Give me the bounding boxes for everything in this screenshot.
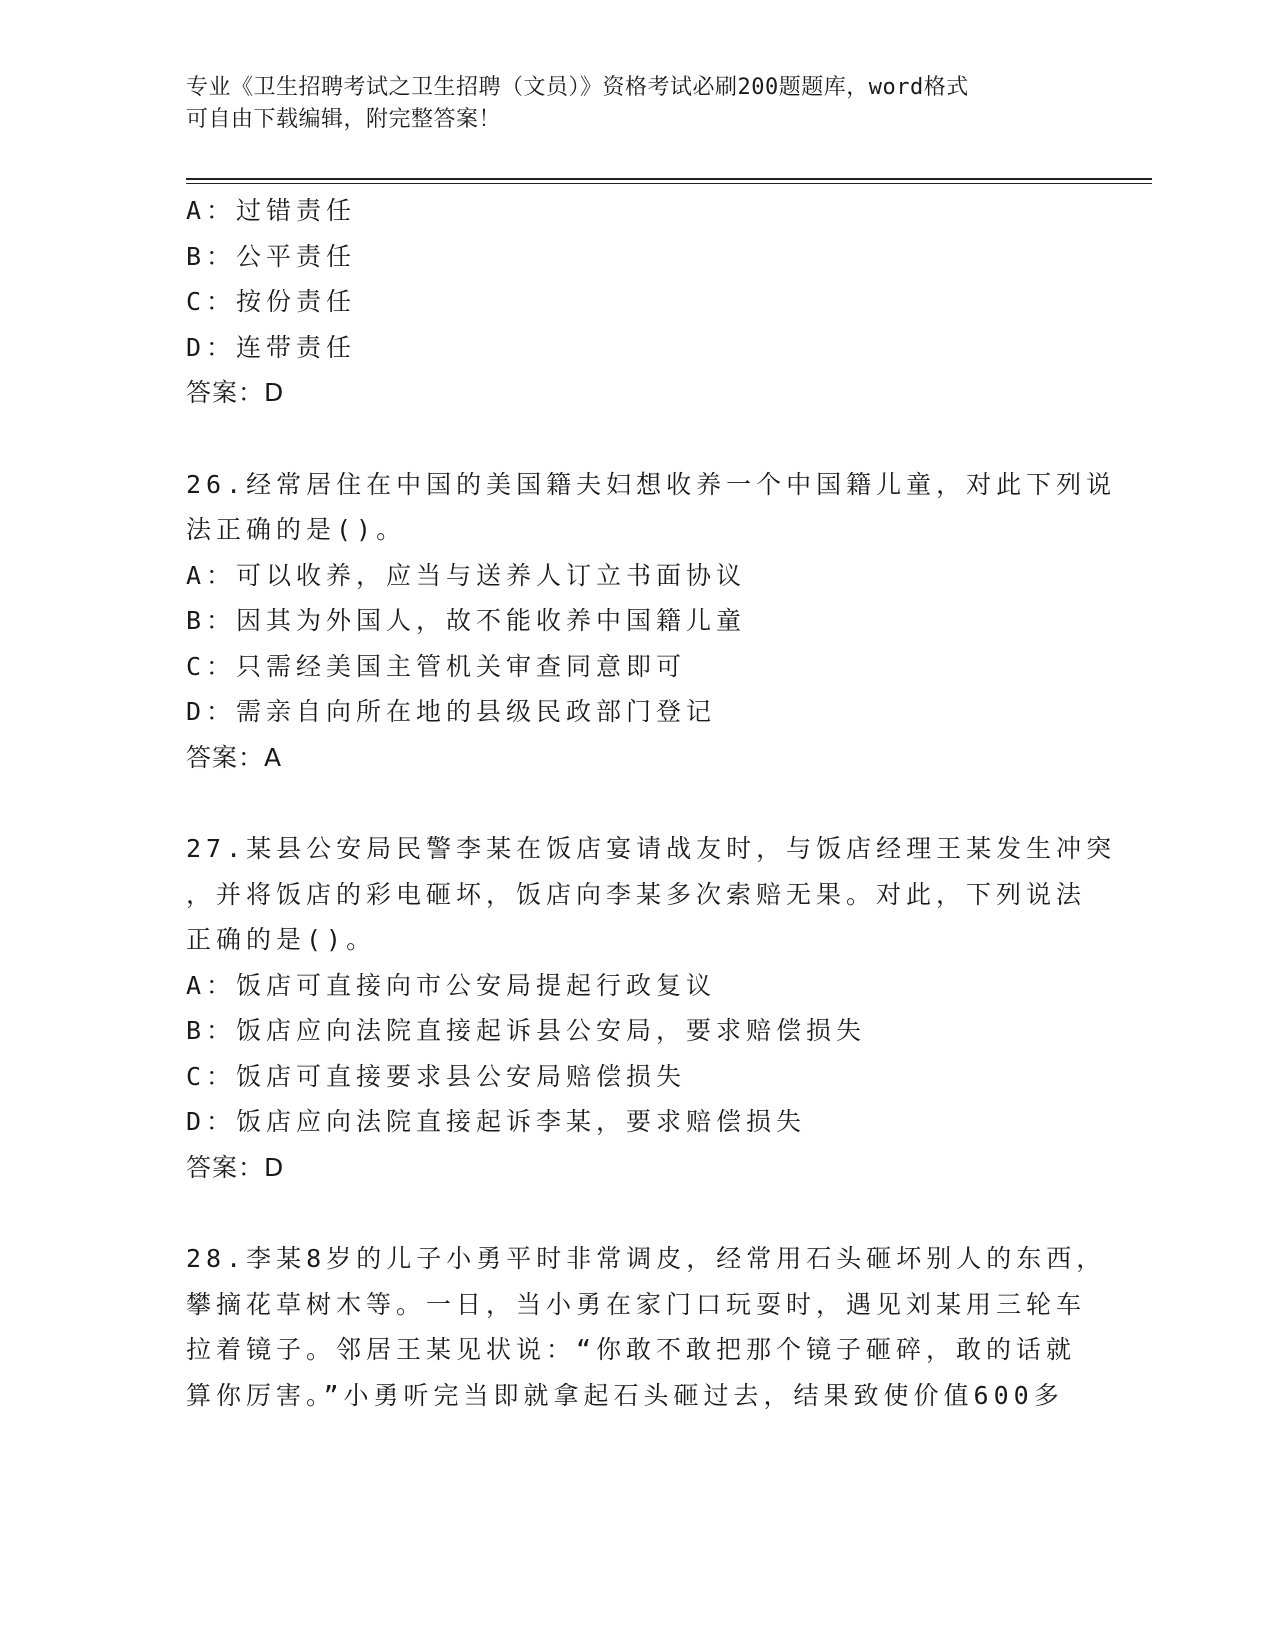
header-rule-thick <box>186 178 1152 180</box>
option-b: B：因其为外国人，故不能收养中国籍儿童 <box>186 606 747 635</box>
question-stem-line: 正确的是()。 <box>186 925 377 954</box>
option-a: A：饭店可直接向市公安局提起行政复议 <box>186 970 717 1000</box>
question-stem-line: 拉着镜子。邻居王某见状说：“你敢不敢把那个镜子砸碎，敢的话就 <box>186 1335 1077 1364</box>
option-d: D：饭店应向法院直接起诉李某，要求赔偿损失 <box>186 1107 807 1136</box>
option-a: A：可以收养，应当与送养人订立书面协议 <box>186 560 747 590</box>
question-stem-line: 28.李某8岁的儿子小勇平时非常调皮，经常用石头砸坏别人的东西， <box>186 1244 1107 1273</box>
header-line-1: 专业《卫生招聘考试之卫生招聘（文员）》资格考试必刷200题题库，word格式 <box>186 75 969 100</box>
question-25 <box>186 188 1086 416</box>
question-stem-line: 算你厉害。”小勇听完当即就拿起石头砸过去，结果致使价值600多 <box>186 1380 1064 1410</box>
answer: 答案：A <box>186 742 283 772</box>
question-27 <box>186 826 1117 1190</box>
document-header <box>186 72 1086 136</box>
option-a: A：过错责任 <box>186 196 357 225</box>
option-c: C：饭店可直接要求县公安局赔偿损失 <box>186 1061 687 1091</box>
option-b: B：饭店应向法院直接起诉县公安局，要求赔偿损失 <box>186 1016 867 1045</box>
question-stem-line: ，并将饭店的彩电砸坏，饭店向李某多次索赔无果。对此，下列说法 <box>186 879 1087 909</box>
question-28 <box>186 1236 1107 1418</box>
header-rule-thin <box>186 183 1152 184</box>
option-c: C：只需经美国主管机关审查同意即可 <box>186 651 687 681</box>
question-stem-line: 法正确的是()。 <box>186 515 407 544</box>
question-list <box>186 188 1117 1418</box>
question-stem-line: 27.某县公安局民警李某在饭店宴请战友时，与饭店经理王某发生冲突 <box>186 834 1117 863</box>
option-d: D：连带责任 <box>186 332 357 362</box>
option-b: B：公平责任 <box>186 241 357 271</box>
question-stem-line: 攀摘花草树木等。一日，当小勇在家门口玩耍时，遇见刘某用三轮车 <box>186 1289 1087 1319</box>
option-d: D：需亲自向所在地的县级民政部门登记 <box>186 697 717 726</box>
answer: 答案：D <box>186 378 285 407</box>
option-c: C：按份责任 <box>186 287 357 316</box>
question-26 <box>186 462 1117 781</box>
answer: 答案：D <box>186 1152 285 1182</box>
header-line-2: 可自由下载编辑，附完整答案！ <box>186 107 502 132</box>
question-stem-line: 26.经常居住在中国的美国籍夫妇想收养一个中国籍儿童，对此下列说 <box>186 469 1117 499</box>
